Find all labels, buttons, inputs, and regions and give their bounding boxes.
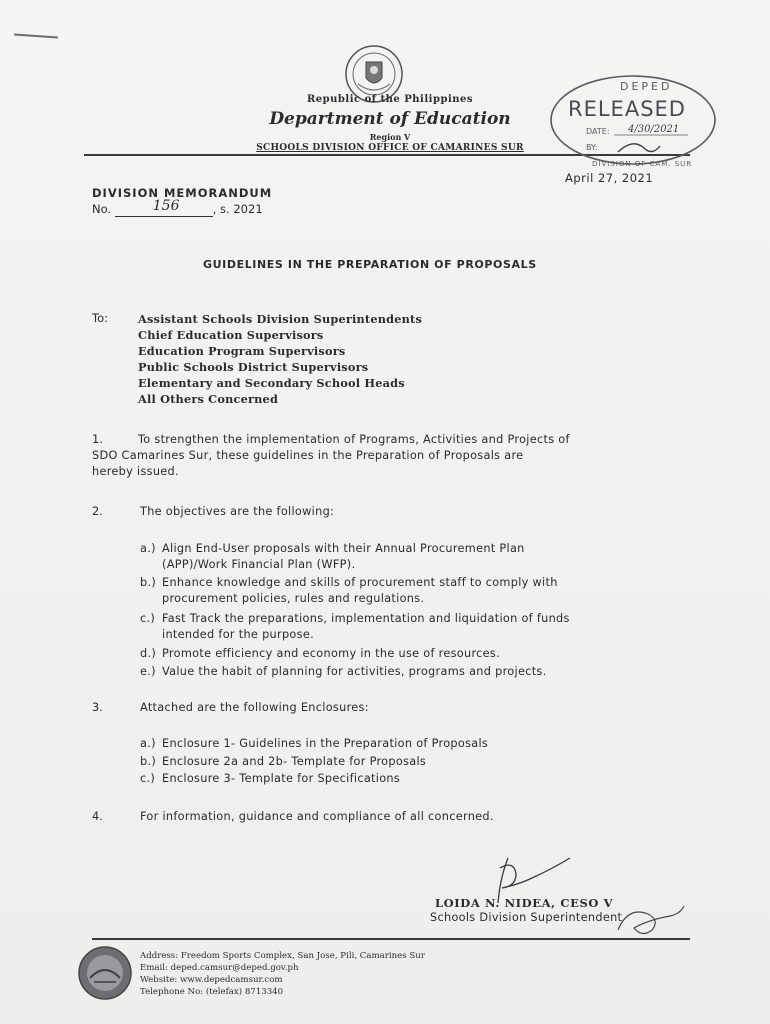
objective-label: a.) [140, 542, 156, 555]
recipient-item: All Others Concerned [138, 392, 279, 406]
stamp-initials-icon [618, 144, 660, 152]
memo-number-label: No. [92, 202, 112, 216]
enclosure-label: b.) [140, 755, 157, 768]
sdo-logo-icon [76, 944, 134, 1002]
memo-type-title: DIVISION MEMORANDUM [92, 186, 273, 200]
paragraph-number: 1. [92, 433, 104, 446]
objective-item [140, 575, 670, 607]
recipient-item: Education Program Supervisors [138, 344, 346, 358]
footer-email: Email: deped.camsur@deped.gov.ph [140, 963, 299, 973]
released-stamp [548, 72, 718, 172]
recipient-item: Public Schools District Supervisors [138, 360, 369, 374]
enclosure-text: Enclosure 1- Guidelines in the Preparation of Proposals [162, 737, 489, 750]
objective-line: (APP)/Work Financial Plan (WFP). [162, 558, 356, 571]
recipient-item: Chief Education Supervisors [138, 328, 324, 342]
paragraph-line: hereby issued. [92, 465, 179, 478]
memo-number [92, 198, 263, 217]
objective-label: b.) [140, 576, 157, 589]
enclosure-item [140, 771, 670, 787]
signatory-name: LOIDA N. NIDEA, CESO V [435, 896, 614, 910]
footer-contact [140, 950, 425, 998]
memo-subject: GUIDELINES IN THE PREPARATION OF PROPOSALS [203, 258, 537, 271]
memo-date: April 27, 2021 [565, 171, 654, 185]
paragraph-2-text: The objectives are the following: [140, 505, 335, 518]
objective-line: Fast Track the preparations, implementation and liquidation of funds [162, 612, 570, 625]
objective-label: c.) [140, 612, 156, 625]
to-label: To: [92, 311, 108, 325]
objective-line: Align End-User proposals with their Annual Procurement Plan [162, 542, 525, 555]
enclosure-item [140, 754, 670, 770]
paragraph-line: SDO Camarines Sur, these guidelines in the Preparation of Proposals are [92, 449, 524, 462]
stamp-by-label: BY: [586, 143, 598, 152]
enclosure-item [140, 736, 670, 752]
republic-line: Republic of the Philippines [306, 94, 473, 105]
objective-item [140, 664, 670, 680]
stamp-status: RELEASED [568, 97, 686, 121]
stamp-bottom-text: DIVISION OF CAM. SUR [592, 160, 693, 168]
objective-line: Enhance knowledge and skills of procurement staff to comply with [162, 576, 558, 589]
paragraph-number: 3. [92, 701, 103, 714]
footer-address: Address: Freedom Sports Complex, San Jose, Pili, Camarines Sur [140, 951, 425, 961]
objective-line: Value the habit of planning for activities, programs and projects. [162, 665, 547, 678]
objective-line: Promote efficiency and economy in the use of resources. [162, 647, 500, 660]
memo-series: , s. 2021 [212, 202, 263, 216]
region-line: Region V [369, 132, 411, 142]
objective-item [140, 646, 670, 662]
stamp-date-label: DATE: [586, 127, 610, 136]
memo-number-blank [115, 198, 213, 217]
pen-mark [14, 33, 58, 38]
objective-label: e.) [140, 665, 156, 678]
footer-website: Website: www.depedcamsur.com [140, 975, 283, 985]
paragraph-3-text: Attached are the following Enclosures: [140, 701, 369, 714]
objective-line: procurement policies, rules and regulations. [162, 592, 425, 605]
memo-number-value: 156 [152, 198, 180, 214]
department-name: Department of Education [269, 109, 511, 129]
paragraph-line: To strengthen the implementation of Programs, Activities and Projects of [138, 433, 570, 446]
recipient-list [138, 311, 422, 407]
division-office-line: SCHOOLS DIVISION OFFICE OF CAMARINES SUR [256, 143, 524, 153]
paragraph-1 [92, 432, 670, 480]
paragraph-number: 2. [92, 505, 103, 518]
stamp-agency: DEPED [620, 80, 673, 93]
paragraph-4-text: For information, guidance and compliance of all concerned. [140, 810, 494, 823]
recipient-item: Assistant Schools Division Superintendents [138, 312, 423, 326]
objective-label: d.) [140, 647, 157, 660]
paragraph-number: 4. [92, 810, 103, 823]
enclosure-label: a.) [140, 737, 156, 750]
objective-item [140, 541, 670, 573]
stamp-date-value: 4/30/2021 [628, 124, 680, 135]
footer-divider [92, 938, 690, 940]
enclosure-text: Enclosure 3- Template for Specifications [162, 772, 401, 785]
signatory-title: Schools Division Superintendent [430, 911, 623, 924]
objective-line: intended for the purpose. [162, 628, 314, 641]
enclosure-label: c.) [140, 772, 156, 785]
initials-icon [608, 900, 686, 942]
recipient-item: Elementary and Secondary School Heads [138, 376, 405, 390]
footer-telephone: Telephone No: (telefax) 8713340 [140, 987, 284, 997]
objective-item [140, 611, 670, 643]
enclosure-text: Enclosure 2a and 2b- Template for Proposals [162, 755, 427, 768]
